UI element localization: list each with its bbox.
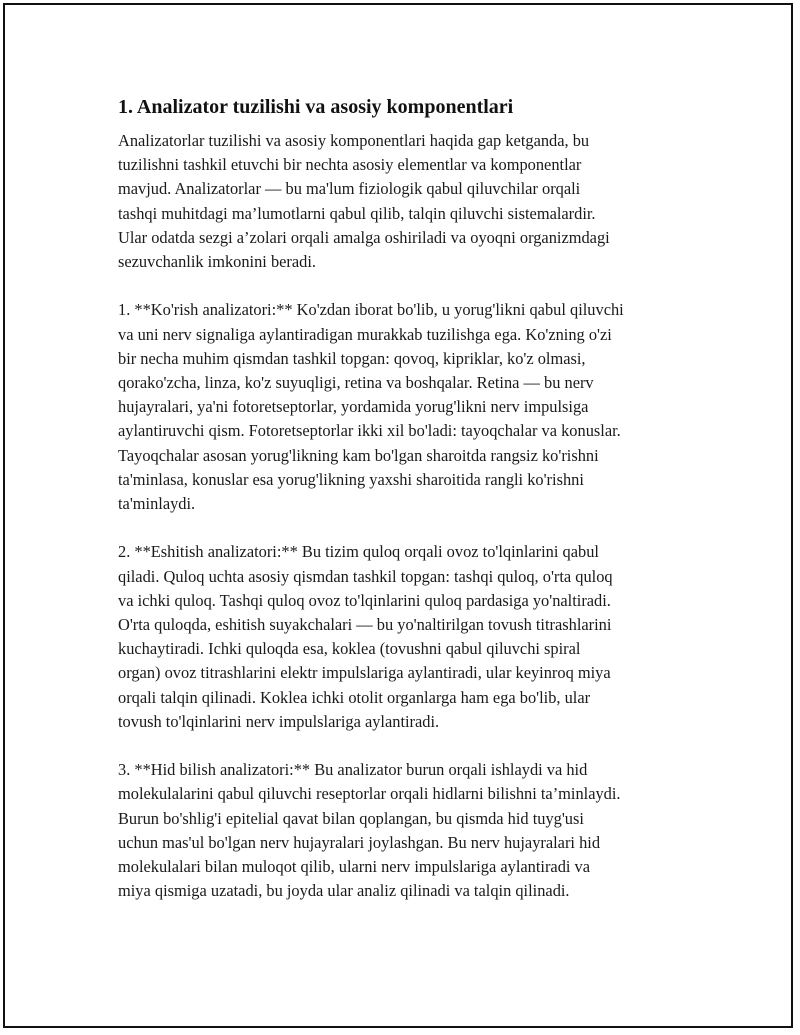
paragraph-line: orqali talqin qilinadi. Koklea ichki otolit organlarga ham ega bo'lib, ular — [118, 687, 591, 707]
paragraph-line: aylantiruvchi qism. Fotoretseptorlar ikki xil bo'ladi: tayoqchalar va konuslar. — [118, 421, 621, 441]
paragraph-line: bir necha muhim qismdan tashkil topgan: qovoq, kipriklar, ko'z olmasi, — [118, 348, 586, 368]
paragraph-line: hujayralari, ya'ni fotoretseptorlar, yordamida yorug'likni nerv impulsiga — [118, 397, 589, 417]
paragraph-line: sezuvchanlik imkonini beradi. — [118, 252, 317, 272]
paragraph-line: 3. **Hid bilish analizatori:** Bu analizator burun orqali ishlaydi va hid — [118, 760, 588, 780]
paragraph-line: ta'minlasa, konuslar esa yorug'likning yaxshi sharoitida rangli ko'rishni — [118, 469, 584, 489]
paragraph-line: qiladi. Quloq uchta asosiy qismdan tashkil topgan: tashqi quloq, o'rta quloq — [118, 566, 613, 586]
paragraph-line: qorako'zcha, linza, ko'z suyuqligi, retina va boshqalar. Retina — bu nerv — [118, 373, 594, 393]
document-body — [118, 93, 698, 928]
paragraph-line: tovush to'lqinlarini nerv impulslariga aylantiradi. — [118, 711, 440, 731]
paragraph-line: uchun mas'ul bo'lgan nerv hujayralari joylashgan. Bu nerv hujayralari hid — [118, 832, 601, 852]
paragraph-line: va ichki quloq. Tashqi quloq ovoz to'lqinlarini quloq pardasiga yo'naltiradi. — [118, 590, 611, 610]
paragraph-line: kuchaytiradi. Ichki quloqda esa, koklea (tovushni qabul qiluvchi spiral — [118, 639, 581, 659]
paragraph-line: organ) ovoz titrashlarini elektr impulslariga aylantiradi, ular keyinroq miya — [118, 663, 611, 683]
paragraph-line: va uni nerv signaliga aylantiradigan murakkab tuzilishga ega. Ko'zning o'zi — [118, 324, 612, 344]
smell-analyzer-paragraph — [118, 758, 698, 903]
paragraph-line: Analizatorlar tuzilishi va asosiy komponentlari haqida gap ketganda, bu — [118, 131, 590, 150]
paragraph-line: ta'minlaydi. — [118, 494, 196, 514]
paragraph-line: Tayoqchalar asosan yorug'likning kam bo'lgan sharoitda rangsiz ko'rishni — [118, 445, 599, 465]
paragraph-line: molekulalari bilan muloqot qilib, ularni nerv impulslariga aylantiradi va — [118, 857, 591, 877]
paragraph-line: 1. **Ko'rish analizatori:** Ko'zdan iborat bo'lib, u yorug'likni qabul qiluvchi — [118, 300, 624, 320]
paragraph-line: 2. **Eshitish analizatori:** Bu tizim quloq orqali ovoz to'lqinlarini qabul — [118, 542, 599, 562]
hearing-analyzer-paragraph — [118, 540, 698, 734]
paragraph-line: O'rta quloqda, eshitish suyakchalari — bu yo'naltirilgan tovush titrashlarini — [118, 615, 612, 635]
paragraph-line: tashqi muhitdagi ma’lumotlarni qabul qilib, talqin qiluvchi sistemalardir. — [118, 203, 596, 223]
section-heading: 1. Analizator tuzilishi va asosiy komponentlari — [118, 96, 514, 118]
paragraph-line: Ular odatda sezgi a’zolari orqali amalga oshiriladi va oyoqni organizmdagi — [118, 227, 610, 247]
paragraph-line: Burun bo'shlig'i epitelial qavat bilan qoplangan, bu qismda hid tuyg'usi — [118, 808, 584, 828]
paragraph-line: miya qismiga uzatadi, bu joyda ular analiz qilinadi va talqin qilinadi. — [118, 881, 570, 901]
intro-paragraph — [118, 129, 698, 274]
paragraph-line: mavjud. Analizatorlar — bu ma'lum fiziologik qabul qiluvchilar orqali — [118, 179, 581, 199]
vision-analyzer-paragraph — [118, 298, 698, 516]
paragraph-line: tuzilishni tashkil etuvchi bir nechta asosiy elementlar va komponentlar — [118, 155, 582, 175]
paragraph-line: molekulalarini qabul qiluvchi reseptorlar orqali hidlarni bilishni ta’minlaydi. — [118, 784, 621, 804]
